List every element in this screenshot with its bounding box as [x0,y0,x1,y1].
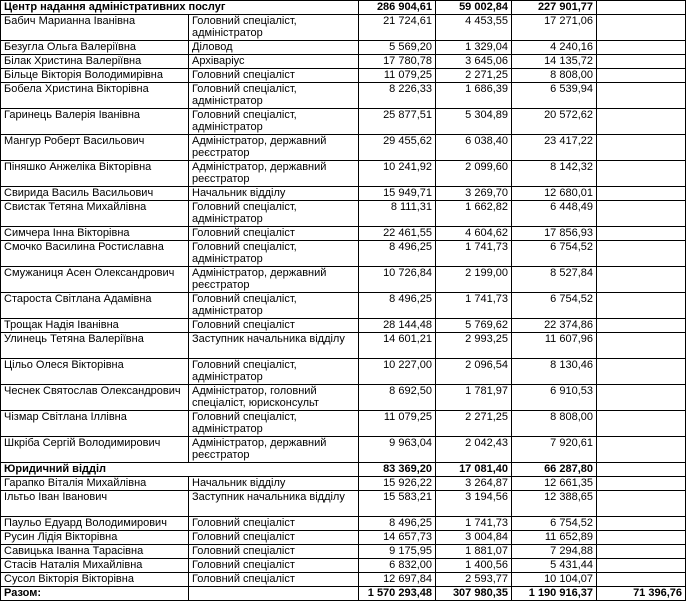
amount-cell: 2 042,43 [436,437,512,463]
employee-name-cell: Чізмар Світлана Іллівна [1,411,189,437]
amount-cell: 8 111,31 [359,201,436,227]
empty-cell [597,161,686,187]
employee-name-cell: Савицька Іванна Тарасівна [1,545,189,559]
position-cell: Головний спеціаліст, адміністратор [189,411,359,437]
amount-cell: 8 496,25 [359,293,436,319]
employee-name-cell: Свирида Василь Васильович [1,187,189,201]
empty-cell [597,293,686,319]
amount-cell: 4 604,62 [436,227,512,241]
amount-cell: 8 496,25 [359,241,436,267]
employee-name-cell: Безугла Ольга Валеріївна [1,41,189,55]
employee-name-cell: Смужаниця Асен Олександрович [1,267,189,293]
position-cell: Головний спеціаліст, адміністратор [189,293,359,319]
amount-cell: 2 199,00 [436,267,512,293]
position-cell: Головний спеціаліст [189,531,359,545]
amount-cell: 2 096,54 [436,359,512,385]
section-total-cell: 227 901,77 [512,1,597,15]
employee-name-cell: Свистак Тетяна Михайлівна [1,201,189,227]
amount-cell: 8 496,25 [359,517,436,531]
amount-cell: 1 741,73 [436,293,512,319]
empty-cell [597,491,686,517]
empty-cell [597,227,686,241]
section-total-cell: 17 081,40 [436,463,512,477]
amount-cell: 4 240,16 [512,41,597,55]
position-cell: Заступник начальника відділу [189,491,359,517]
amount-cell: 14 601,21 [359,333,436,359]
amount-cell: 5 431,44 [512,559,597,573]
amount-cell: 8 808,00 [512,411,597,437]
table-row [1,109,686,135]
amount-cell: 12 661,35 [512,477,597,491]
position-cell: Головний спеціаліст, адміністратор [189,241,359,267]
table-row [1,437,686,463]
table-row [1,545,686,559]
empty-cell [597,437,686,463]
amount-cell: 3 269,70 [436,187,512,201]
table-row [1,227,686,241]
section-total-cell: 83 369,20 [359,463,436,477]
amount-cell: 2 271,25 [436,69,512,83]
amount-cell: 12 388,65 [512,491,597,517]
position-cell: Головний спеціаліст [189,573,359,587]
position-cell: Головний спеціаліст, адміністратор [189,109,359,135]
amount-cell: 25 877,51 [359,109,436,135]
empty-cell [597,83,686,109]
amount-cell: 6 754,52 [512,293,597,319]
position-cell: Адміністратор, державний реєстратор [189,267,359,293]
amount-cell: 1 781,97 [436,385,512,411]
amount-cell: 10 227,00 [359,359,436,385]
amount-cell: 3 194,56 [436,491,512,517]
position-cell: Головний спеціаліст, адміністратор [189,201,359,227]
position-cell: Архіваріус [189,55,359,69]
amount-cell: 1 881,07 [436,545,512,559]
employee-name-cell: Гарапко Віталія Михайлівна [1,477,189,491]
table-row [1,491,686,517]
amount-cell: 11 607,96 [512,333,597,359]
amount-cell: 9 963,04 [359,437,436,463]
amount-cell: 15 583,21 [359,491,436,517]
empty-cell [597,319,686,333]
empty-cell [597,477,686,491]
amount-cell: 14 657,73 [359,531,436,545]
position-cell: Головний спеціаліст, адміністратор [189,15,359,41]
amount-cell: 5 769,62 [436,319,512,333]
amount-cell: 22 374,86 [512,319,597,333]
table-row [1,319,686,333]
position-cell: Головний спеціаліст [189,545,359,559]
grand-total-label: Разом: [1,587,189,601]
employee-name-cell: Сусол Вікторія Вікторівна [1,573,189,587]
position-cell: Головний спеціаліст, адміністратор [189,359,359,385]
position-cell: Головний спеціаліст [189,517,359,531]
position-cell: Головний спеціаліст [189,69,359,83]
employee-name-cell: Мангур Роберт Васильович [1,135,189,161]
employee-name-cell: Гаринець Валерія Іванівна [1,109,189,135]
amount-cell: 7 920,61 [512,437,597,463]
amount-cell: 8 226,33 [359,83,436,109]
section-total-cell: 286 904,61 [359,1,436,15]
position-cell: Головний спеціаліст [189,227,359,241]
employee-name-cell: Русин Лідія Вікторівна [1,531,189,545]
empty-cell [597,267,686,293]
grand-total-cell: 1 190 916,37 [512,587,597,601]
amount-cell: 8 808,00 [512,69,597,83]
amount-cell: 15 949,71 [359,187,436,201]
amount-cell: 12 697,84 [359,573,436,587]
employee-name-cell: Стасів Наталія Михайлівна [1,559,189,573]
position-cell: Головний спеціаліст [189,559,359,573]
amount-cell: 6 448,49 [512,201,597,227]
amount-cell: 7 294,88 [512,545,597,559]
amount-cell: 6 539,94 [512,83,597,109]
table-row [1,41,686,55]
amount-cell: 11 652,89 [512,531,597,545]
amount-cell: 17 271,06 [512,15,597,41]
grand-total-row [1,587,686,601]
amount-cell: 6 038,40 [436,135,512,161]
empty-cell [597,1,686,15]
employee-name-cell: Улинець Тетяна Валеріївна [1,333,189,359]
empty-cell [597,41,686,55]
amount-cell: 11 079,25 [359,69,436,83]
amount-cell: 2 271,25 [436,411,512,437]
employee-name-cell: Паульо Едуард Володимирович [1,517,189,531]
empty-cell [597,545,686,559]
amount-cell: 5 304,89 [436,109,512,135]
employee-name-cell: Трощак Надія Іванівна [1,319,189,333]
position-cell: Адміністратор, головний спеціаліст, юрисконсульт [189,385,359,411]
position-cell: Заступник начальника відділу [189,333,359,359]
employee-name-cell: Цільо Олеся Вікторівна [1,359,189,385]
amount-cell: 2 993,25 [436,333,512,359]
amount-cell: 15 926,22 [359,477,436,491]
position-cell: Адміністратор, державний реєстратор [189,135,359,161]
table-row [1,69,686,83]
table-row [1,55,686,69]
empty-cell [597,359,686,385]
amount-cell: 1 400,56 [436,559,512,573]
empty-cell [597,559,686,573]
amount-cell: 8 142,32 [512,161,597,187]
amount-cell: 3 004,84 [436,531,512,545]
position-cell: Головний спеціаліст [189,319,359,333]
section-total-cell: 66 287,80 [512,463,597,477]
table-row [1,411,686,437]
amount-cell: 6 754,52 [512,241,597,267]
amount-cell: 1 741,73 [436,241,512,267]
amount-cell: 1 662,82 [436,201,512,227]
amount-cell: 4 453,55 [436,15,512,41]
amount-cell: 23 417,22 [512,135,597,161]
employee-name-cell: Ільтьо Іван Іванович [1,491,189,517]
amount-cell: 11 079,25 [359,411,436,437]
position-cell: Головний спеціаліст, адміністратор [189,83,359,109]
amount-cell: 2 099,60 [436,161,512,187]
employee-name-cell: Білак Христина Валеріївна [1,55,189,69]
position-cell: Адміністратор, державний реєстратор [189,437,359,463]
amount-cell: 28 144,48 [359,319,436,333]
amount-cell: 1 686,39 [436,83,512,109]
amount-cell: 8 130,46 [512,359,597,385]
table-row [1,241,686,267]
empty-cell [597,573,686,587]
amount-cell: 10 726,84 [359,267,436,293]
empty-cell [597,241,686,267]
employee-name-cell: Чеснек Святослав Олександрович [1,385,189,411]
table-row [1,267,686,293]
amount-cell: 5 569,20 [359,41,436,55]
amount-cell: 2 593,77 [436,573,512,587]
table-row [1,83,686,109]
amount-cell: 12 680,01 [512,187,597,201]
amount-cell: 22 461,55 [359,227,436,241]
amount-cell: 14 135,72 [512,55,597,69]
amount-cell: 3 264,87 [436,477,512,491]
empty-cell [597,333,686,359]
empty-cell [597,55,686,69]
amount-cell: 6 910,53 [512,385,597,411]
empty-cell [597,531,686,545]
empty-cell [597,15,686,41]
table-row [1,15,686,41]
position-cell: Адміністратор, державний реєстратор [189,161,359,187]
employee-name-cell: Шкріба Сергій Володимирович [1,437,189,463]
amount-cell: 1 741,73 [436,517,512,531]
empty-cell [597,135,686,161]
employee-name-cell: Піняшко Анжеліка Вікторівна [1,161,189,187]
table-row [1,385,686,411]
employee-name-cell: Більце Вікторія Володимирівна [1,69,189,83]
table-row [1,359,686,385]
grand-total-cell: 307 980,35 [436,587,512,601]
table-row [1,293,686,319]
amount-cell: 17 856,93 [512,227,597,241]
grand-total-cell: 71 396,76 [597,587,686,601]
employee-name-cell: Староста Світлана Адамівна [1,293,189,319]
amount-cell: 9 175,95 [359,545,436,559]
table-row [1,201,686,227]
table-row [1,517,686,531]
amount-cell: 10 241,92 [359,161,436,187]
empty-cell [597,201,686,227]
table-row [1,187,686,201]
table-row [1,477,686,491]
employee-name-cell: Симчера Інна Вікторівна [1,227,189,241]
table-row [1,531,686,545]
empty-cell [597,187,686,201]
empty-cell [597,463,686,477]
position-cell: Начальник відділу [189,187,359,201]
amount-cell: 29 455,62 [359,135,436,161]
table-row [1,161,686,187]
position-cell: Діловод [189,41,359,55]
table-row [1,333,686,359]
empty-cell [597,385,686,411]
table-row [1,135,686,161]
amount-cell: 1 329,04 [436,41,512,55]
empty-cell [597,411,686,437]
amount-cell: 8 692,50 [359,385,436,411]
employee-name-cell: Бобела Христина Вікторівна [1,83,189,109]
section-title: Центр надання адміністративних послуг [1,1,359,15]
amount-cell: 6 832,00 [359,559,436,573]
section-header-row [1,463,686,477]
amount-cell: 17 780,78 [359,55,436,69]
section-total-cell: 59 002,84 [436,1,512,15]
section-header-row [1,1,686,15]
table-row [1,573,686,587]
amount-cell: 6 754,52 [512,517,597,531]
position-cell: Начальник відділу [189,477,359,491]
grand-total-cell: 1 570 293,48 [359,587,436,601]
amount-cell: 3 645,06 [436,55,512,69]
empty-cell [597,517,686,531]
table-row [1,559,686,573]
employee-name-cell: Бабич Марианна Іванівна [1,15,189,41]
amount-cell: 21 724,61 [359,15,436,41]
empty-cell [597,69,686,83]
amount-cell: 10 104,07 [512,573,597,587]
empty-cell [597,109,686,135]
amount-cell: 8 527,84 [512,267,597,293]
amount-cell: 20 572,62 [512,109,597,135]
employee-name-cell: Смочко Василина Ростиславна [1,241,189,267]
section-title: Юридичний відділ [1,463,359,477]
empty-cell [189,587,359,601]
